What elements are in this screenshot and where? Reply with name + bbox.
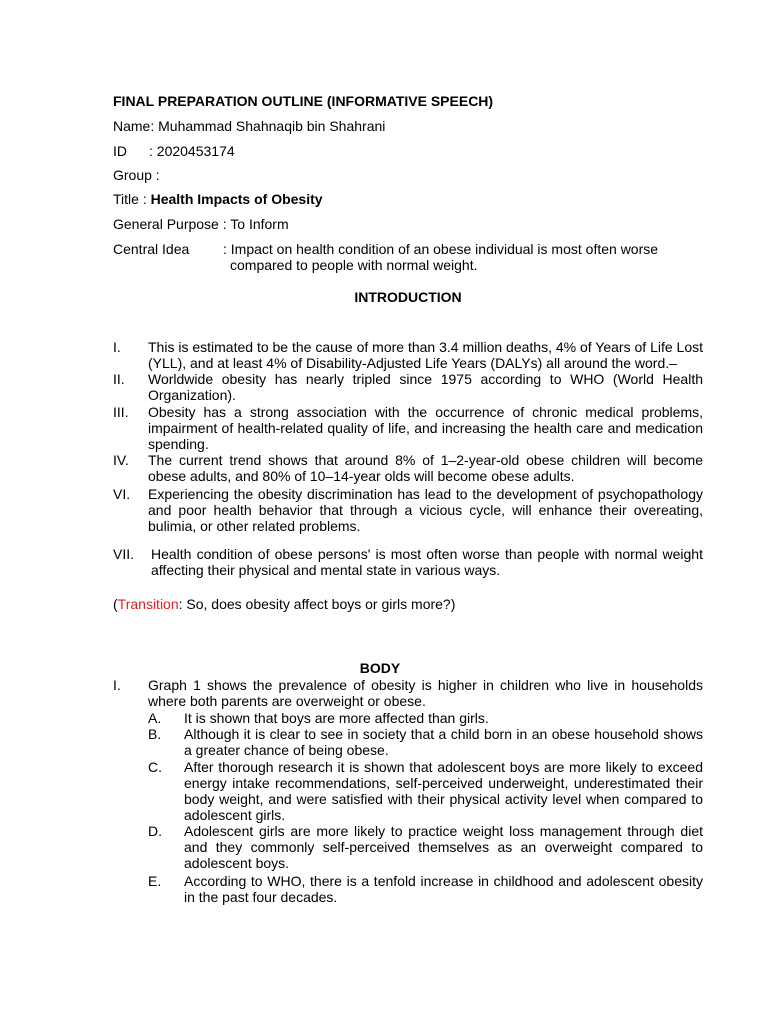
central-idea-label: Central Idea: [113, 241, 190, 257]
body-subpoint-letter: A.: [148, 710, 162, 726]
intro-item-text: Worldwide obesity has nearly tripled since 1975 according to WHO (World Health Organization).: [148, 371, 703, 403]
name-value: Muhammad Shahnaqib bin Shahrani: [158, 118, 386, 134]
transition-label: Transition: [117, 596, 179, 612]
general-purpose-value: To Inform: [230, 216, 289, 232]
intro-item-num: IV.: [113, 452, 129, 468]
body-subpoint-text: Although it is clear to see in society that a child born in an obese household shows a greater chance of being obese.: [184, 726, 703, 758]
body-subpoint-letter: D.: [148, 823, 162, 839]
general-purpose-label: General Purpose :: [113, 216, 227, 232]
intro-item-num: VI.: [113, 486, 131, 502]
body-heading: BODY: [359, 660, 401, 676]
intro-item-text: Obesity has a strong association with the occurrence of chronic medical problems, impairment of health-related quality of life, and increasing the health care and medication spending.: [148, 404, 703, 452]
group-label: Group :: [113, 167, 160, 183]
introduction-heading: INTRODUCTION: [354, 289, 462, 305]
intro-item-num: II.: [113, 371, 125, 387]
intro-item-text: This is estimated to be the cause of more than 3.4 million deaths, 4% of Years of Life Lost (YLL), and at least 4% of Disability-Adjusted Life Years (DALYs) all around the word.–: [148, 339, 703, 371]
central-idea-value-2: compared to people with normal weight.: [230, 257, 478, 273]
body-subpoint-letter: C.: [148, 759, 162, 775]
name-line: [113, 118, 385, 134]
id-label: ID: [113, 143, 127, 159]
intro-item-num: I.: [113, 339, 121, 355]
body-subpoint-letter: B.: [148, 726, 162, 742]
id-value: : 2020453174: [149, 143, 235, 159]
name-label: Name:: [113, 118, 155, 134]
body-subpoint-text: Adolescent girls are more likely to practice weight loss management through diet and they commonly self-perceived themselves as an overweight compared to adolescent boys.: [184, 823, 703, 871]
speech-title-label: Title :: [113, 191, 147, 207]
intro-item-num: III.: [113, 404, 129, 420]
intro-item-text: Health condition of obese persons' is most often worse than people with normal weight affecting their physical and mental state in various ways.: [151, 546, 703, 578]
transition-line: [113, 596, 455, 612]
body-subpoint-text: After thorough research it is shown that adolescent boys are more likely to exceed energy intake recommendations, self-perceived underweight, underestimated their body weight, and were satisfied with their physical activity level when compared to adolescent girls.: [184, 759, 703, 823]
body-point-num: I.: [113, 677, 121, 693]
document-title: FINAL PREPARATION OUTLINE (INFORMATIVE SPEECH): [113, 93, 494, 109]
intro-item-text: Experiencing the obesity discrimination has lead to the development of psychopathology and poor health behavior that through a vicious cycle, will enhance their overeating, bulimia, or other related problems.: [148, 486, 703, 534]
body-subpoint-text: It is shown that boys are more affected than girls.: [184, 710, 489, 726]
body-subpoint-letter: E.: [148, 873, 162, 889]
intro-item-text: The current trend shows that around 8% of 1–2-year-old obese children will become obese adults, and 80% of 10–14-year olds will become obese adults.: [148, 452, 703, 484]
central-idea-value-1: : Impact on health condition of an obese individual is most often worse: [223, 241, 659, 257]
speech-title-value: Health Impacts of Obesity: [150, 191, 323, 207]
intro-item-num: VII.: [113, 546, 135, 562]
transition-text: : So, does obesity affect boys or girls more?): [178, 596, 456, 612]
transition-open-paren: (: [113, 596, 118, 612]
body-point-text: Graph 1 shows the prevalence of obesity is higher in children who live in households where both parents are overweight or obese.: [148, 677, 703, 709]
speech-title-line: [113, 191, 323, 207]
general-purpose-line: [113, 216, 289, 232]
body-subpoint-text: According to WHO, there is a tenfold increase in childhood and adolescent obesity in the past four decades.: [184, 873, 703, 905]
